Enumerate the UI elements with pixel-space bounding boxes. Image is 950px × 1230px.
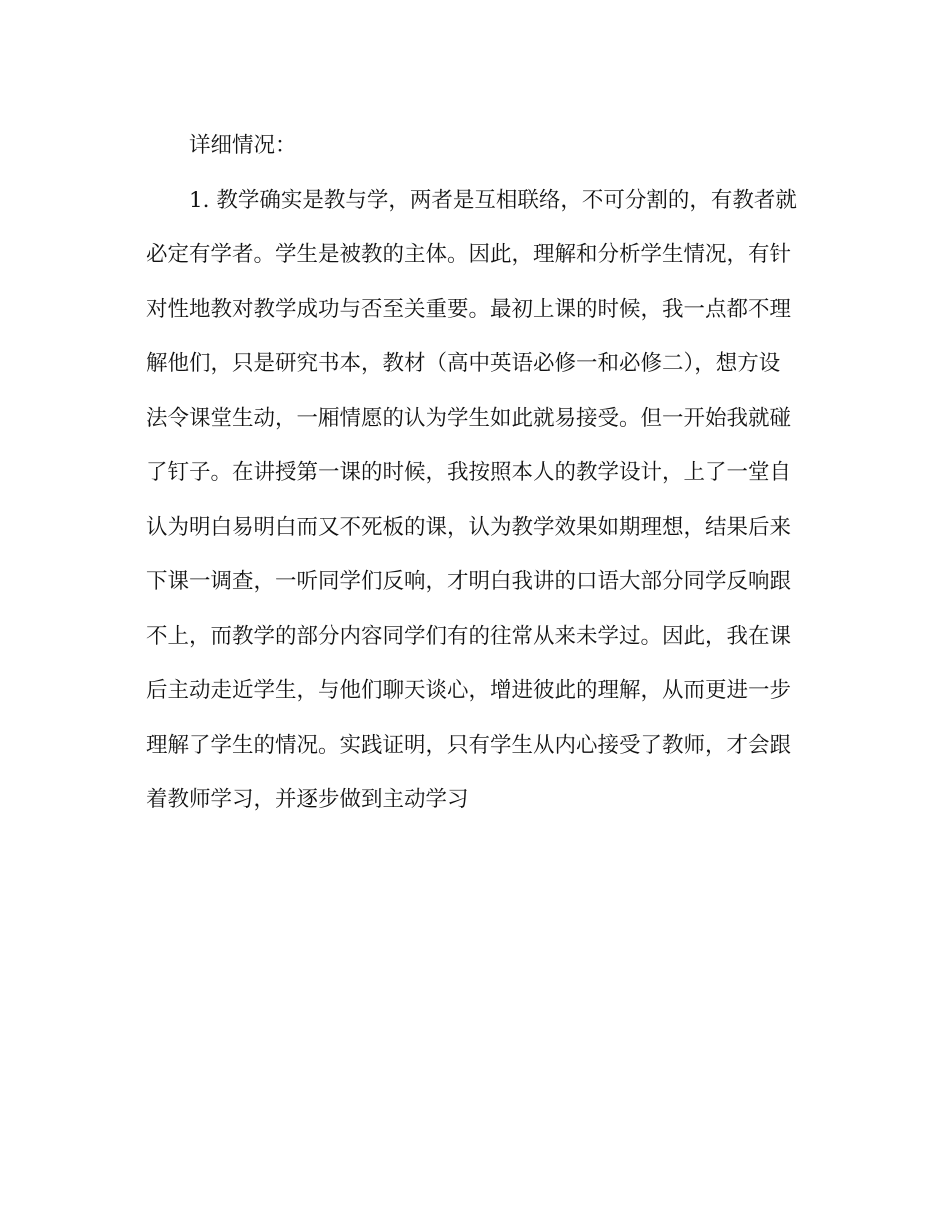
section-heading: 详细情况：	[189, 133, 297, 158]
paragraph-line: 认为明白易明白而又不死板的课，认为教学效果如期理想，结果后来	[146, 514, 792, 540]
paragraph-line: 着教师学习，并逐步做到主动学习	[146, 787, 469, 812]
paragraph-line: 解他们，只是研究书本，教材（高中英语必修一和必修二），想方设	[146, 351, 781, 376]
paragraph-line: 1. 教学确实是教与学，两者是互相联络，不可分割的，有教者就	[189, 187, 797, 213]
paragraph-line: 下课一调查，一听同学们反响，才明白我讲的口语大部分同学反响跟	[146, 569, 792, 594]
paragraph-line: 法令课堂生动，一厢情愿的认为学生如此就易接受。但一开始我就碰	[146, 405, 792, 431]
text-block	[146, 124, 806, 833]
paragraph-line: 必定有学者。学生是被教的主体。因此，理解和分析学生情况，有针	[146, 242, 792, 267]
paragraph-line: 后主动走近学生，与他们聊天谈心，增进彼此的理解，从而更进一步	[146, 678, 792, 703]
paragraph-line: 对性地教对教学成功与否至关重要。最初上课的时候，我一点都不理	[146, 296, 792, 322]
paragraph-line: 理解了学生的情况。实践证明，只有学生从内心接受了教师，才会跟	[146, 732, 792, 758]
paragraph-line: 不上，而教学的部分内容同学们有的往常从来未学过。因此，我在课	[146, 623, 792, 649]
paragraph-line: 了钉子。在讲授第一课的时候，我按照本人的教学设计，上了一堂自	[146, 460, 792, 485]
